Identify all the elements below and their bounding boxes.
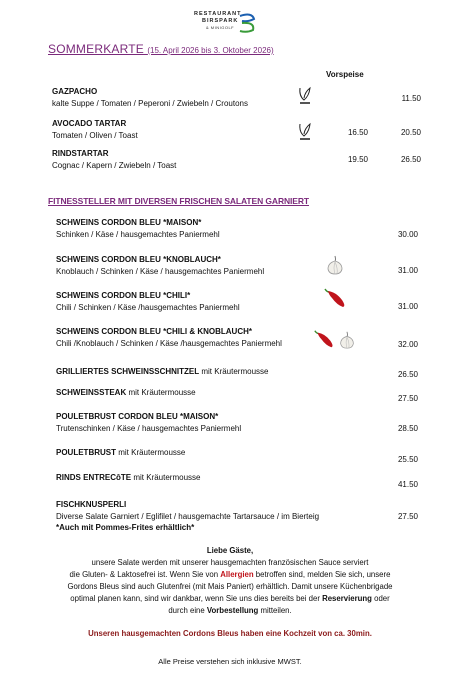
logo-line-1: RESTAURANT (194, 11, 242, 17)
item-name: POULETBRUST (56, 448, 116, 457)
menu-item (56, 254, 264, 277)
item-name: RINDSTARTAR (52, 149, 109, 158)
logo-line-2: BIRSPARK (202, 18, 239, 24)
menu-item (56, 472, 200, 484)
menu-item (56, 499, 319, 534)
notes-text: betroffen sind, melden Sie sich, unsere (253, 570, 391, 579)
item-description: Trutenschinken / Käse / hausgemachtes Paniermehl (56, 423, 242, 433)
item-price: 31.00 (397, 266, 418, 275)
item-name: SCHWEINSSTEAK (56, 388, 127, 397)
garlic-icon (337, 330, 357, 350)
cooking-time-note: Unseren hausgemachten Cordons Bleus haben eine Kochzeit von ca. 30min. (88, 629, 372, 638)
vegan-leaf-icon (297, 122, 313, 142)
menu-item (56, 290, 240, 313)
item-vorspeise-price: 16.50 (347, 128, 368, 137)
allergy-highlight: Allergien (220, 570, 254, 579)
item-price: 26.50 (397, 370, 418, 379)
menu-item (52, 148, 176, 171)
notes-text: oder (371, 594, 390, 603)
item-name: SCHWEINS CORDON BLEU *KNOBLAUCH* (56, 255, 221, 264)
item-price: 41.50 (397, 480, 418, 489)
item-price: 27.50 (397, 512, 418, 521)
item-price: 28.50 (397, 424, 418, 433)
item-name: SCHWEINS CORDON BLEU *CHILI & KNOBLAUCH* (56, 327, 252, 336)
item-vorspeise-price: 19.50 (347, 155, 368, 164)
item-extra-note: *Auch mit Pommes-Frites erhältlich* (56, 523, 195, 532)
chili-icon (312, 328, 336, 350)
item-name: POULETBRUST CORDON BLEU *MAISON* (56, 412, 219, 421)
garlic-icon (324, 254, 346, 276)
reservation-highlight: Reservierung (322, 594, 372, 603)
menu-item (56, 326, 282, 349)
item-name: SCHWEINS CORDON BLEU *MAISON* (56, 218, 202, 227)
notes-greeting: Liebe Gäste, (206, 546, 254, 555)
notes-line (30, 593, 430, 605)
vat-note: Alle Preise verstehen sich inklusive MWST. (158, 657, 302, 666)
item-name: GAZPACHO (52, 87, 98, 96)
notes-text: mitteilen. (258, 606, 292, 615)
menu-title: SOMMERKARTE (48, 42, 144, 56)
item-description: Cognac / Kapern / Zwiebeln / Toast (52, 160, 177, 170)
item-suffix: mit Kräutermousse (199, 367, 269, 376)
menu-item (56, 447, 185, 459)
menu-item (56, 387, 196, 399)
vegan-leaf-icon (297, 86, 313, 106)
item-name: GRILLIERTES SCHWEINSSCHNITZEL (56, 367, 200, 376)
item-description: Knoblauch / Schinken / Käse / hausgemachtes Paniermehl (56, 266, 265, 276)
item-price: 26.50 (400, 155, 421, 164)
item-price: 25.50 (397, 455, 418, 464)
preorder-highlight: Vorbestellung (206, 606, 259, 615)
item-price: 11.50 (401, 94, 421, 103)
notes-line: unsere Salate werden mit unserer hausgemachten französischen Sauce serviert (91, 558, 369, 567)
page-title (48, 42, 274, 56)
item-description: Chili /Knoblauch / Schinken / Käse /hausgemachtes Paniermehl (56, 338, 282, 348)
item-suffix: mit Kräutermousse (116, 448, 186, 457)
item-description: Diverse Salate Garniert / Eglifilet / hausgemachte Tartarsauce / im Bierteig (56, 511, 320, 521)
logo-line-3: & MINIGOLF (206, 25, 235, 30)
item-suffix: mit Kräutermousse (126, 388, 196, 397)
item-suffix: mit Kräutermousse (131, 473, 201, 482)
notes-line (30, 605, 430, 617)
section-title: FITNESSTELLER MIT DIVERSEN FRISCHEN SALATEN GARNIERT (48, 196, 309, 206)
menu-item (56, 411, 241, 434)
notes-line: Gordons Bleus sind auch Glutenfrei (mit Mais Paniert) erhältlich. Damit unsere Küchenbrigade (67, 582, 393, 591)
item-name: FISCHKNUSPERLI (56, 500, 127, 509)
chili-icon (322, 286, 348, 310)
menu-item (56, 366, 268, 378)
item-name: RINDS ENTRECôTE (56, 473, 132, 482)
item-description: Chili / Schinken / Käse /hausgemachtes Paniermehl (56, 302, 240, 312)
notes-line (30, 569, 430, 581)
logo-swoosh-icon (238, 12, 260, 34)
menu-item (52, 86, 248, 109)
menu-item (56, 217, 220, 240)
item-description: kalte Suppe / Tomaten / Peperoni / Zwiebeln / Croutons (52, 98, 248, 108)
item-price: 32.00 (397, 340, 418, 349)
menu-date-range: (15. April 2026 bis 3. Oktober 2026) (147, 46, 274, 55)
item-price: 31.00 (397, 302, 418, 311)
item-description: Tomaten / Oliven / Toast (52, 130, 138, 140)
item-name: AVOCADO TARTAR (52, 119, 127, 128)
item-price: 20.50 (400, 128, 421, 137)
restaurant-logo (188, 10, 272, 40)
item-price: 30.00 (397, 230, 418, 239)
notes-text: optimal planen kann, sind wir dankbar, wenn Sie uns dies bereits bei der (70, 594, 323, 603)
notes-text: die Gluten- & Laktosefrei ist. Wenn Sie von (69, 570, 221, 579)
vorspeise-column-header: Vorspeise (326, 70, 364, 79)
item-description: Schinken / Käse / hausgemachtes Paniermehl (56, 229, 220, 239)
menu-item (52, 118, 138, 141)
item-name: SCHWEINS CORDON BLEU *CHILI* (56, 291, 191, 300)
item-price: 27.50 (397, 394, 418, 403)
notes-text: durch eine (168, 606, 207, 615)
